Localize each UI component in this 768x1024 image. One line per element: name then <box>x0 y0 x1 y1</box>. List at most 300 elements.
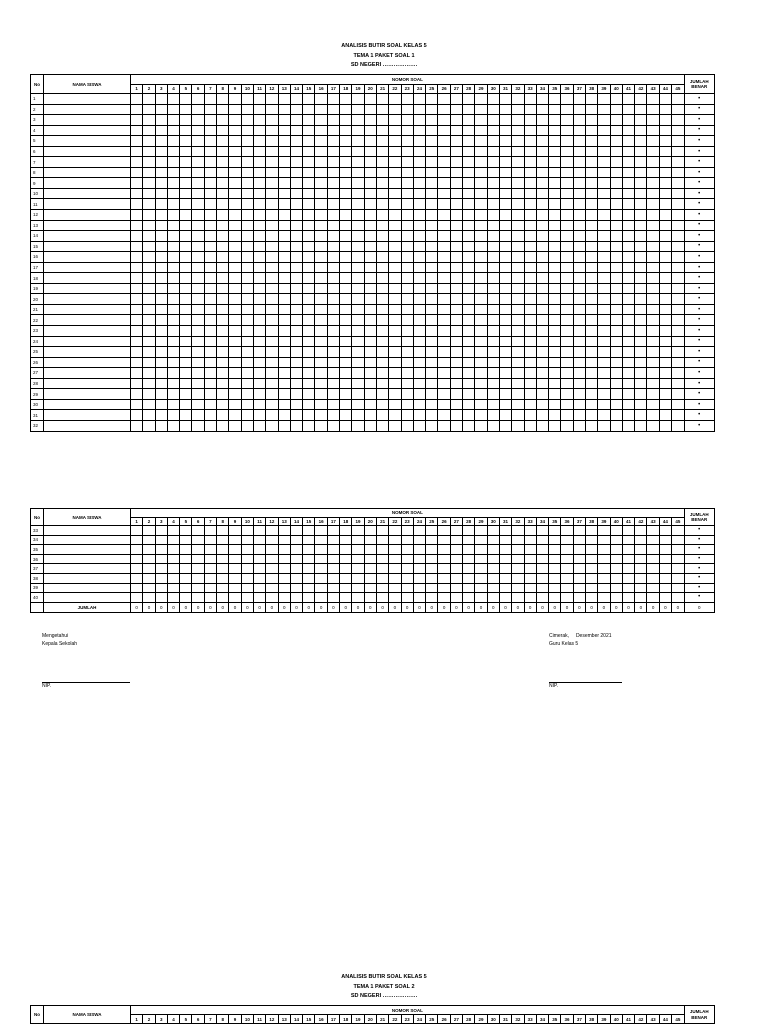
answer-cell[interactable] <box>352 220 364 231</box>
answer-cell[interactable] <box>290 125 302 136</box>
answer-cell[interactable] <box>487 262 499 273</box>
answer-cell[interactable] <box>217 220 229 231</box>
answer-cell[interactable] <box>143 167 155 178</box>
answer-cell[interactable] <box>241 573 253 583</box>
answer-cell[interactable] <box>610 262 622 273</box>
answer-cell[interactable] <box>647 368 659 379</box>
answer-cell[interactable] <box>647 573 659 583</box>
answer-cell[interactable] <box>487 252 499 263</box>
answer-cell[interactable] <box>303 210 315 221</box>
answer-cell[interactable] <box>598 178 610 189</box>
answer-cell[interactable] <box>131 399 143 410</box>
answer-cell[interactable] <box>622 136 634 147</box>
answer-cell[interactable] <box>303 378 315 389</box>
answer-cell[interactable] <box>327 526 339 536</box>
answer-cell[interactable] <box>376 378 388 389</box>
answer-cell[interactable] <box>131 357 143 368</box>
answer-cell[interactable] <box>327 252 339 263</box>
answer-cell[interactable] <box>524 564 536 574</box>
answer-cell[interactable] <box>413 389 425 400</box>
answer-cell[interactable] <box>549 157 561 168</box>
answer-cell[interactable] <box>426 573 438 583</box>
answer-cell[interactable] <box>573 420 585 431</box>
answer-cell[interactable] <box>315 262 327 273</box>
answer-cell[interactable] <box>610 146 622 157</box>
answer-cell[interactable] <box>413 231 425 242</box>
answer-cell[interactable] <box>622 115 634 126</box>
answer-cell[interactable] <box>131 545 143 555</box>
answer-cell[interactable] <box>180 389 192 400</box>
answer-cell[interactable] <box>278 199 290 210</box>
answer-cell[interactable] <box>278 593 290 603</box>
answer-cell[interactable] <box>266 252 278 263</box>
answer-cell[interactable] <box>204 378 216 389</box>
answer-cell[interactable] <box>340 146 352 157</box>
answer-cell[interactable] <box>426 125 438 136</box>
answer-cell[interactable] <box>303 389 315 400</box>
answer-cell[interactable] <box>290 535 302 545</box>
answer-cell[interactable] <box>327 199 339 210</box>
answer-cell[interactable] <box>450 368 462 379</box>
answer-cell[interactable] <box>450 178 462 189</box>
answer-cell[interactable] <box>376 241 388 252</box>
answer-cell[interactable] <box>155 220 167 231</box>
answer-cell[interactable] <box>241 593 253 603</box>
answer-cell[interactable] <box>622 564 634 574</box>
answer-cell[interactable] <box>610 336 622 347</box>
answer-cell[interactable] <box>413 220 425 231</box>
answer-cell[interactable] <box>143 389 155 400</box>
answer-cell[interactable] <box>253 378 265 389</box>
answer-cell[interactable] <box>672 94 685 105</box>
answer-cell[interactable] <box>573 545 585 555</box>
answer-cell[interactable] <box>450 410 462 421</box>
answer-cell[interactable] <box>327 554 339 564</box>
answer-cell[interactable] <box>585 146 597 157</box>
answer-cell[interactable] <box>536 378 548 389</box>
answer-cell[interactable] <box>487 347 499 358</box>
answer-cell[interactable] <box>192 410 204 421</box>
answer-cell[interactable] <box>635 399 647 410</box>
answer-cell[interactable] <box>610 231 622 242</box>
answer-cell[interactable] <box>266 389 278 400</box>
answer-cell[interactable] <box>487 273 499 284</box>
answer-cell[interactable] <box>340 420 352 431</box>
answer-cell[interactable] <box>290 273 302 284</box>
answer-cell[interactable] <box>598 399 610 410</box>
answer-cell[interactable] <box>401 188 413 199</box>
answer-cell[interactable] <box>512 188 524 199</box>
answer-cell[interactable] <box>253 115 265 126</box>
answer-cell[interactable] <box>499 573 511 583</box>
answer-cell[interactable] <box>155 252 167 263</box>
answer-cell[interactable] <box>672 583 685 593</box>
answer-cell[interactable] <box>573 526 585 536</box>
answer-cell[interactable] <box>253 583 265 593</box>
answer-cell[interactable] <box>290 262 302 273</box>
answer-cell[interactable] <box>450 252 462 263</box>
answer-cell[interactable] <box>327 294 339 305</box>
answer-cell[interactable] <box>167 199 179 210</box>
answer-cell[interactable] <box>192 136 204 147</box>
answer-cell[interactable] <box>598 315 610 326</box>
answer-cell[interactable] <box>647 526 659 536</box>
answer-cell[interactable] <box>475 220 487 231</box>
answer-cell[interactable] <box>672 389 685 400</box>
answer-cell[interactable] <box>524 294 536 305</box>
answer-cell[interactable] <box>512 315 524 326</box>
answer-cell[interactable] <box>672 115 685 126</box>
answer-cell[interactable] <box>463 125 475 136</box>
answer-cell[interactable] <box>376 157 388 168</box>
answer-cell[interactable] <box>475 146 487 157</box>
answer-cell[interactable] <box>475 115 487 126</box>
answer-cell[interactable] <box>364 347 376 358</box>
answer-cell[interactable] <box>475 241 487 252</box>
answer-cell[interactable] <box>217 326 229 337</box>
answer-cell[interactable] <box>585 357 597 368</box>
answer-cell[interactable] <box>598 283 610 294</box>
answer-cell[interactable] <box>450 220 462 231</box>
answer-cell[interactable] <box>450 336 462 347</box>
answer-cell[interactable] <box>389 315 401 326</box>
answer-cell[interactable] <box>278 157 290 168</box>
answer-cell[interactable] <box>352 583 364 593</box>
answer-cell[interactable] <box>290 167 302 178</box>
answer-cell[interactable] <box>340 304 352 315</box>
answer-cell[interactable] <box>229 241 241 252</box>
answer-cell[interactable] <box>512 399 524 410</box>
answer-cell[interactable] <box>143 136 155 147</box>
answer-cell[interactable] <box>659 273 671 284</box>
answer-cell[interactable] <box>192 357 204 368</box>
answer-cell[interactable] <box>143 273 155 284</box>
answer-cell[interactable] <box>463 199 475 210</box>
answer-cell[interactable] <box>438 583 450 593</box>
answer-cell[interactable] <box>401 573 413 583</box>
answer-cell[interactable] <box>549 420 561 431</box>
answer-cell[interactable] <box>278 178 290 189</box>
answer-cell[interactable] <box>376 573 388 583</box>
answer-cell[interactable] <box>598 545 610 555</box>
answer-cell[interactable] <box>475 167 487 178</box>
answer-cell[interactable] <box>598 420 610 431</box>
answer-cell[interactable] <box>475 326 487 337</box>
answer-cell[interactable] <box>364 241 376 252</box>
answer-cell[interactable] <box>327 535 339 545</box>
answer-cell[interactable] <box>659 136 671 147</box>
answer-cell[interactable] <box>549 231 561 242</box>
answer-cell[interactable] <box>647 136 659 147</box>
answer-cell[interactable] <box>278 326 290 337</box>
answer-cell[interactable] <box>278 545 290 555</box>
answer-cell[interactable] <box>450 115 462 126</box>
answer-cell[interactable] <box>143 368 155 379</box>
answer-cell[interactable] <box>290 294 302 305</box>
answer-cell[interactable] <box>340 188 352 199</box>
answer-cell[interactable] <box>659 220 671 231</box>
answer-cell[interactable] <box>549 535 561 545</box>
answer-cell[interactable] <box>340 564 352 574</box>
answer-cell[interactable] <box>585 115 597 126</box>
answer-cell[interactable] <box>143 157 155 168</box>
answer-cell[interactable] <box>549 273 561 284</box>
answer-cell[interactable] <box>266 210 278 221</box>
answer-cell[interactable] <box>143 573 155 583</box>
answer-cell[interactable] <box>155 347 167 358</box>
answer-cell[interactable] <box>217 115 229 126</box>
answer-cell[interactable] <box>536 357 548 368</box>
answer-cell[interactable] <box>167 554 179 564</box>
answer-cell[interactable] <box>573 315 585 326</box>
answer-cell[interactable] <box>217 389 229 400</box>
answer-cell[interactable] <box>340 526 352 536</box>
answer-cell[interactable] <box>253 573 265 583</box>
answer-cell[interactable] <box>549 125 561 136</box>
answer-cell[interactable] <box>487 535 499 545</box>
answer-cell[interactable] <box>241 241 253 252</box>
answer-cell[interactable] <box>610 167 622 178</box>
answer-cell[interactable] <box>561 564 573 574</box>
answer-cell[interactable] <box>635 554 647 564</box>
answer-cell[interactable] <box>131 146 143 157</box>
answer-cell[interactable] <box>217 564 229 574</box>
answer-cell[interactable] <box>536 535 548 545</box>
answer-cell[interactable] <box>327 336 339 347</box>
answer-cell[interactable] <box>376 315 388 326</box>
answer-cell[interactable] <box>192 262 204 273</box>
answer-cell[interactable] <box>585 104 597 115</box>
answer-cell[interactable] <box>463 210 475 221</box>
answer-cell[interactable] <box>561 125 573 136</box>
answer-cell[interactable] <box>376 220 388 231</box>
answer-cell[interactable] <box>131 188 143 199</box>
answer-cell[interactable] <box>573 231 585 242</box>
answer-cell[interactable] <box>278 347 290 358</box>
answer-cell[interactable] <box>229 231 241 242</box>
answer-cell[interactable] <box>131 420 143 431</box>
answer-cell[interactable] <box>450 545 462 555</box>
answer-cell[interactable] <box>315 545 327 555</box>
answer-cell[interactable] <box>438 294 450 305</box>
answer-cell[interactable] <box>438 262 450 273</box>
answer-cell[interactable] <box>549 294 561 305</box>
answer-cell[interactable] <box>376 199 388 210</box>
answer-cell[interactable] <box>155 294 167 305</box>
answer-cell[interactable] <box>278 241 290 252</box>
answer-cell[interactable] <box>143 188 155 199</box>
answer-cell[interactable] <box>659 94 671 105</box>
answer-cell[interactable] <box>217 347 229 358</box>
answer-cell[interactable] <box>450 357 462 368</box>
answer-cell[interactable] <box>635 199 647 210</box>
answer-cell[interactable] <box>192 178 204 189</box>
answer-cell[interactable] <box>327 94 339 105</box>
answer-cell[interactable] <box>217 188 229 199</box>
answer-cell[interactable] <box>647 220 659 231</box>
answer-cell[interactable] <box>352 167 364 178</box>
answer-cell[interactable] <box>217 136 229 147</box>
answer-cell[interactable] <box>278 136 290 147</box>
answer-cell[interactable] <box>524 326 536 337</box>
answer-cell[interactable] <box>290 146 302 157</box>
answer-cell[interactable] <box>561 231 573 242</box>
answer-cell[interactable] <box>463 252 475 263</box>
answer-cell[interactable] <box>204 241 216 252</box>
answer-cell[interactable] <box>167 420 179 431</box>
answer-cell[interactable] <box>610 326 622 337</box>
answer-cell[interactable] <box>131 368 143 379</box>
answer-cell[interactable] <box>253 526 265 536</box>
answer-cell[interactable] <box>364 136 376 147</box>
answer-cell[interactable] <box>475 347 487 358</box>
answer-cell[interactable] <box>426 583 438 593</box>
answer-cell[interactable] <box>487 593 499 603</box>
answer-cell[interactable] <box>241 125 253 136</box>
answer-cell[interactable] <box>167 188 179 199</box>
answer-cell[interactable] <box>524 545 536 555</box>
answer-cell[interactable] <box>463 535 475 545</box>
answer-cell[interactable] <box>278 564 290 574</box>
answer-cell[interactable] <box>376 94 388 105</box>
answer-cell[interactable] <box>401 125 413 136</box>
answer-cell[interactable] <box>536 368 548 379</box>
answer-cell[interactable] <box>389 231 401 242</box>
answer-cell[interactable] <box>143 146 155 157</box>
answer-cell[interactable] <box>561 252 573 263</box>
answer-cell[interactable] <box>585 593 597 603</box>
answer-cell[interactable] <box>475 104 487 115</box>
answer-cell[interactable] <box>290 583 302 593</box>
answer-cell[interactable] <box>327 304 339 315</box>
answer-cell[interactable] <box>463 573 475 583</box>
answer-cell[interactable] <box>401 199 413 210</box>
answer-cell[interactable] <box>229 115 241 126</box>
answer-cell[interactable] <box>463 115 475 126</box>
answer-cell[interactable] <box>364 157 376 168</box>
answer-cell[interactable] <box>278 378 290 389</box>
answer-cell[interactable] <box>278 526 290 536</box>
answer-cell[interactable] <box>475 199 487 210</box>
answer-cell[interactable] <box>217 94 229 105</box>
answer-cell[interactable] <box>155 104 167 115</box>
answer-cell[interactable] <box>512 262 524 273</box>
answer-cell[interactable] <box>303 252 315 263</box>
answer-cell[interactable] <box>155 94 167 105</box>
answer-cell[interactable] <box>585 252 597 263</box>
answer-cell[interactable] <box>659 545 671 555</box>
answer-cell[interactable] <box>229 294 241 305</box>
answer-cell[interactable] <box>290 136 302 147</box>
answer-cell[interactable] <box>253 420 265 431</box>
answer-cell[interactable] <box>389 326 401 337</box>
answer-cell[interactable] <box>327 357 339 368</box>
answer-cell[interactable] <box>376 545 388 555</box>
answer-cell[interactable] <box>499 231 511 242</box>
answer-cell[interactable] <box>290 573 302 583</box>
answer-cell[interactable] <box>376 294 388 305</box>
answer-cell[interactable] <box>512 136 524 147</box>
answer-cell[interactable] <box>229 420 241 431</box>
answer-cell[interactable] <box>487 368 499 379</box>
answer-cell[interactable] <box>180 545 192 555</box>
answer-cell[interactable] <box>647 262 659 273</box>
answer-cell[interactable] <box>487 231 499 242</box>
answer-cell[interactable] <box>290 410 302 421</box>
answer-cell[interactable] <box>659 410 671 421</box>
answer-cell[interactable] <box>155 210 167 221</box>
answer-cell[interactable] <box>659 526 671 536</box>
answer-cell[interactable] <box>217 283 229 294</box>
answer-cell[interactable] <box>241 283 253 294</box>
answer-cell[interactable] <box>401 535 413 545</box>
answer-cell[interactable] <box>364 252 376 263</box>
answer-cell[interactable] <box>672 146 685 157</box>
answer-cell[interactable] <box>561 554 573 564</box>
answer-cell[interactable] <box>143 399 155 410</box>
answer-cell[interactable] <box>585 410 597 421</box>
answer-cell[interactable] <box>561 410 573 421</box>
answer-cell[interactable] <box>241 378 253 389</box>
answer-cell[interactable] <box>253 368 265 379</box>
answer-cell[interactable] <box>573 199 585 210</box>
answer-cell[interactable] <box>131 336 143 347</box>
answer-cell[interactable] <box>192 157 204 168</box>
answer-cell[interactable] <box>512 94 524 105</box>
answer-cell[interactable] <box>487 336 499 347</box>
answer-cell[interactable] <box>438 545 450 555</box>
answer-cell[interactable] <box>499 564 511 574</box>
answer-cell[interactable] <box>204 273 216 284</box>
answer-cell[interactable] <box>376 262 388 273</box>
answer-cell[interactable] <box>180 199 192 210</box>
answer-cell[interactable] <box>180 115 192 126</box>
answer-cell[interactable] <box>622 104 634 115</box>
answer-cell[interactable] <box>524 583 536 593</box>
answer-cell[interactable] <box>290 420 302 431</box>
answer-cell[interactable] <box>278 167 290 178</box>
answer-cell[interactable] <box>438 146 450 157</box>
student-name-cell[interactable] <box>44 115 131 126</box>
answer-cell[interactable] <box>290 104 302 115</box>
answer-cell[interactable] <box>204 315 216 326</box>
answer-cell[interactable] <box>524 420 536 431</box>
answer-cell[interactable] <box>155 573 167 583</box>
answer-cell[interactable] <box>167 304 179 315</box>
answer-cell[interactable] <box>401 526 413 536</box>
answer-cell[interactable] <box>450 167 462 178</box>
answer-cell[interactable] <box>315 273 327 284</box>
answer-cell[interactable] <box>536 136 548 147</box>
answer-cell[interactable] <box>364 167 376 178</box>
answer-cell[interactable] <box>389 167 401 178</box>
answer-cell[interactable] <box>167 389 179 400</box>
answer-cell[interactable] <box>167 231 179 242</box>
answer-cell[interactable] <box>352 199 364 210</box>
answer-cell[interactable] <box>622 368 634 379</box>
answer-cell[interactable] <box>635 125 647 136</box>
answer-cell[interactable] <box>180 241 192 252</box>
answer-cell[interactable] <box>561 210 573 221</box>
answer-cell[interactable] <box>598 273 610 284</box>
answer-cell[interactable] <box>549 378 561 389</box>
answer-cell[interactable] <box>659 573 671 583</box>
answer-cell[interactable] <box>487 554 499 564</box>
answer-cell[interactable] <box>253 535 265 545</box>
answer-cell[interactable] <box>635 210 647 221</box>
answer-cell[interactable] <box>573 336 585 347</box>
answer-cell[interactable] <box>229 283 241 294</box>
